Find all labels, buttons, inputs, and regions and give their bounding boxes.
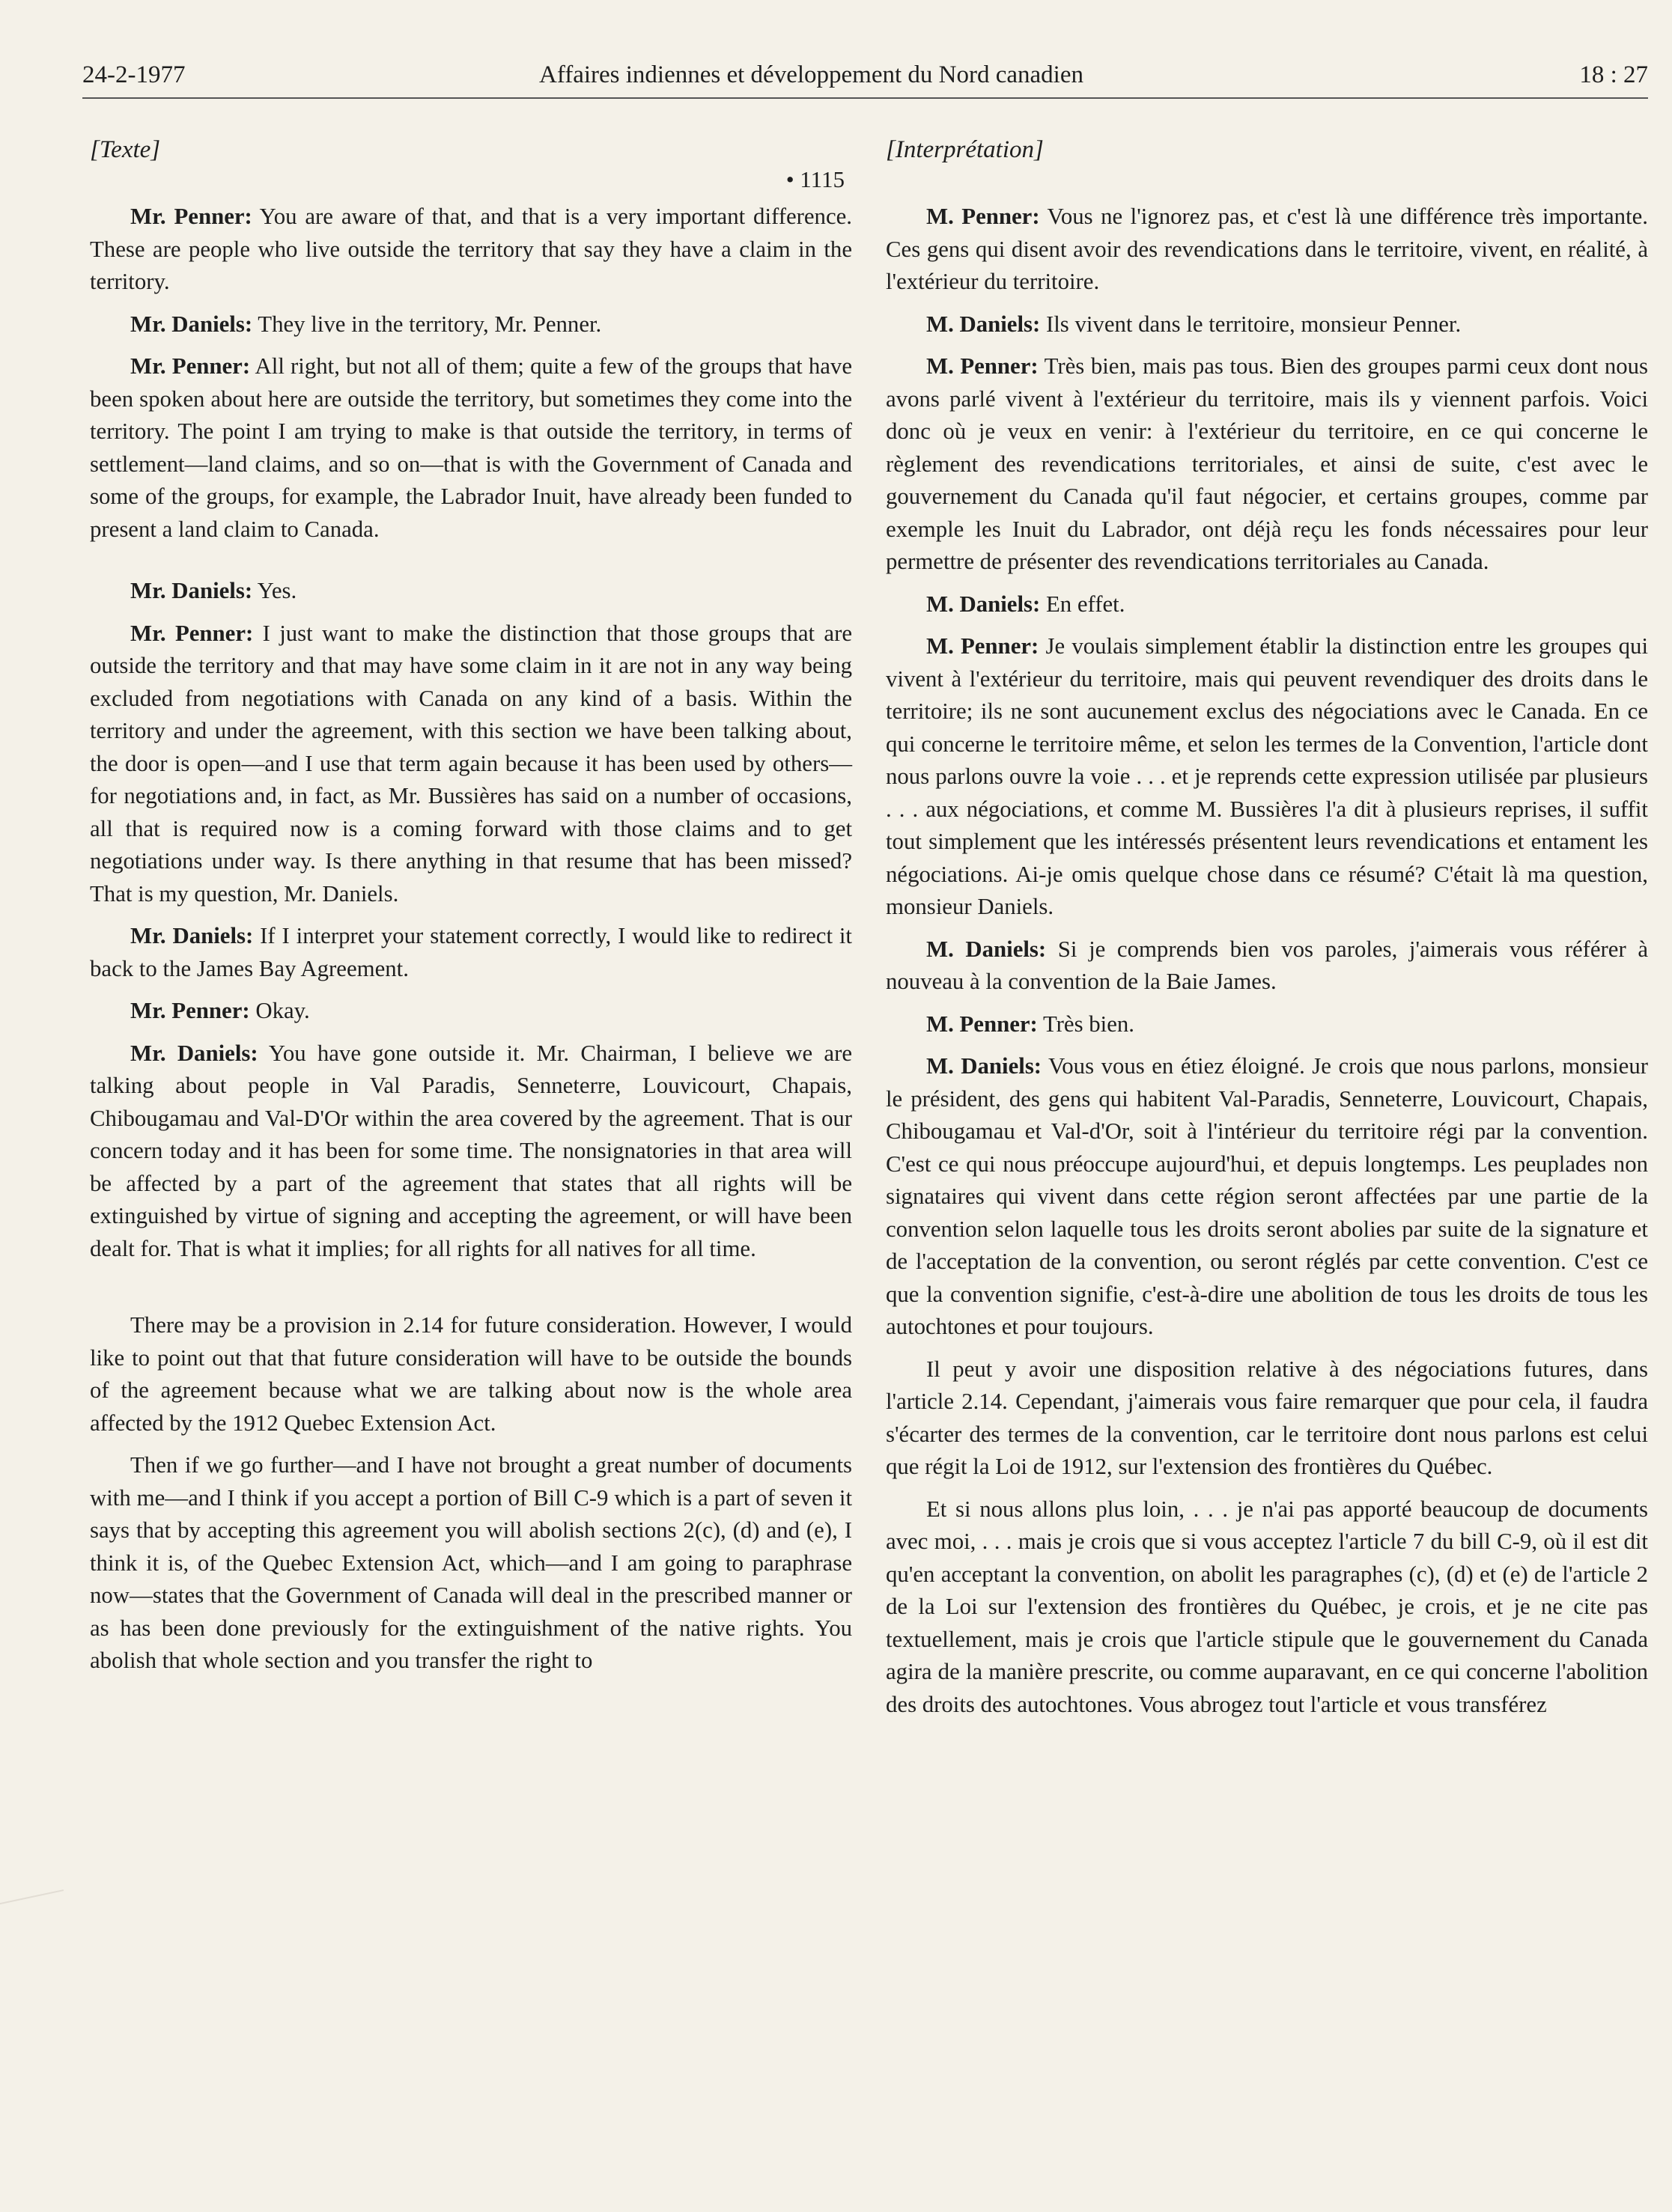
speaker: Mr. Daniels:	[130, 311, 253, 337]
header-page-number: 18 : 27	[1579, 61, 1648, 88]
speaker: Mr. Daniels:	[130, 1040, 258, 1066]
speaker: M. Daniels:	[926, 1053, 1042, 1079]
speech-text: Très bien.	[1037, 1011, 1134, 1037]
page-header	[82, 61, 1648, 99]
spacer	[90, 555, 852, 575]
speech-text: I just want to make the distinction that those groups that are outside the territory and that may have some claim in it are not in any way being excluded from negotiations with Canada on any kind of a basis. Within the territory and under the agreement, with this section we have been talking about, the door is open—and I use that term again because it has been used by others—for negotiations and, in fact, as Mr. Bussières has said on a number of occasions, all that is required now is a coming forward with those claims and to get negotiations under way. Is there anything in that resume that has been missed? That is my question, Mr. Daniels.	[90, 620, 852, 907]
speech-text: All right, but not all of them; quite a few of the groups that have been spoken about here are outside the territory, but sometimes they come into the territory. The point I am trying to make is that outside the territory, in terms of settlement—land claims, and so on—that is with the Government of Canada and some of the groups, for example, the Labrador Inuit, have already been funded to present a land claim to Canada.	[90, 353, 853, 542]
paragraph-en-5	[90, 618, 852, 911]
paragraph-fr-4	[886, 588, 1648, 621]
paragraph-fr-5	[886, 630, 1648, 924]
paragraph-fr-10	[886, 1493, 1648, 1722]
spacer	[886, 166, 1648, 201]
speech-text: Très bien, mais pas tous. Bien des groupes parmi ceux dont nous avons parlé vivent à l'extérieur du territoire, mais ils y viennent parfois. Voici donc où je veux en venir: à l'extérieur du territoire, en ce qui concerne le règlement des revendications territoriales, et ainsi de suite, c'est avec le gouvernement du Canada qu'il faut négocier, et certains groupes, comme par exemple les Inuit du Labrador, ont déjà reçu les fonds nécessaires pour leur permettre de présenter des revendications territoriales au Canada.	[886, 353, 1648, 574]
speech-text: Ils vivent dans le territoire, monsieur Penner.	[1040, 311, 1462, 337]
speech-text: Vous ne l'ignorez pas, et c'est là une différence très importante. Ces gens qui disent avoir des revendications dans le territoire, vivent, en réalité, à l'extérieur du territoire.	[886, 204, 1649, 294]
paragraph-en-6	[90, 920, 852, 985]
speaker: Mr. Penner:	[130, 998, 250, 1023]
speaker: M. Penner:	[926, 1011, 1038, 1037]
speaker: M. Penner:	[926, 204, 1040, 229]
speaker: Mr. Penner:	[130, 620, 254, 646]
speech-text: Je voulais simplement établir la distinction entre les groupes qui vivent à l'extérieur du territoire, mais qui peuvent revendiquer des droits dans le territoire; ils ne sont aucunement exclus des négociations avec le Canada. En ce qui concerne le territoire même, et selon les termes de la Convention, l'article dont nous parlons ouvre la voie . . . et je reprends cette expression utilisée par plusieurs . . . aux négociations, et comme M. Bussières l'a dit à plusieurs reprises, il suffit tout simplement que les intéressés présentent leurs revendications et entament les négociations. Ai-je omis quelque chose dans ce résumé? C'était là ma question, monsieur Daniels.	[886, 633, 1649, 919]
column-label-texte: [Texte]	[90, 136, 161, 163]
speaker: M. Penner:	[926, 633, 1039, 659]
speech-text: Okay.	[249, 998, 310, 1023]
paragraph-fr-2	[886, 308, 1648, 341]
french-column	[886, 133, 1648, 1731]
speaker: Mr. Penner:	[130, 353, 251, 379]
speaker: Mr. Daniels:	[130, 578, 253, 603]
paragraph-en-3	[90, 350, 852, 546]
speech-text: Yes.	[252, 578, 297, 603]
paragraph-en-4	[90, 575, 852, 608]
speech-text: Il peut y avoir une disposition relative à des négociations futures, dans l'article 2.14. Cependant, j'aimerais vous faire remarquer que pour cela, il faudra s'écarter des termes de la convention, car le territoire dont nous parlons est celui que régit la Loi de 1912, sur l'extension des frontières du Québec.	[886, 1356, 1648, 1479]
paragraph-en-7	[90, 995, 852, 1028]
speech-text: You are aware of that, and that is a very important difference. These are people who live outside the territory that say they have a claim in the territory.	[90, 204, 852, 294]
page-smudge-mark	[0, 1889, 70, 1934]
speaker: M. Daniels:	[926, 311, 1041, 337]
paragraph-en-8	[90, 1038, 852, 1266]
speech-text: En effet.	[1040, 591, 1125, 617]
speech-text: Vous vous en étiez éloigné. Je crois que nous parlons, monsieur le président, des gens qui habitent Val-Paradis, Senneterre, Louvicourt, Chapais, Chibougamau et Val-d'Or, soit à l'intérieur du territoire régi par la convention. C'est ce qui nous préoccupe aujourd'hui, et depuis longtemps. Les peuplades non signataires qui vivent dans cette région seront affectées par une partie de la convention selon laquelle tous les droits seront abolies par suite de la signature et de l'acceptation de la convention, ou seront réglés par cette convention. C'est ce que la convention signifie, c'est-à-dire une abolition de tous les droits de tous les autochtones et pour toujours.	[886, 1053, 1648, 1339]
paragraph-en-1	[90, 201, 852, 299]
speech-text: Et si nous allons plus loin, . . . je n'ai pas apporté beaucoup de documents avec moi, . . . mais je crois que si vous acceptez l'article 7 du bill C-9, où il est dit qu'en acceptant la convention, on abolit les paragraphes (c), (d) et (e) de l'article 2 de la Loi sur l'extension des frontières du Québec, je crois, et je ne cite pas textuellement, mais je crois que l'article stipule que le gouvernement du Canada agira de la manière prescrite, ou comme auparavant, en ce qui concerne l'abolition des droits des autochtones. Vous abrogez tout l'article et vous transférez	[886, 1496, 1648, 1717]
speaker: Mr. Penner:	[130, 204, 252, 229]
paragraph-fr-1	[886, 201, 1648, 299]
speech-text: Then if we go further—and I have not brought a great number of documents with me—and I think if you accept a portion of Bill C-9 which is a part of seven it says that by accepting this agreement you will abolish sections 2(c), (d) and (e), I think it is, of the Quebec Extension Act, which—and I am going to paraphrase now—states that the Government of Canada will deal in the prescribed manner or as has been done previously for the extinguishment of the native rights. You abolish that whole section and you transfer the right to	[90, 1452, 852, 1673]
paragraph-en-2	[90, 308, 852, 341]
time-marker: • 1115	[785, 166, 845, 192]
speech-text: They live in the territory, Mr. Penner.	[252, 311, 602, 337]
speaker: Mr. Daniels:	[130, 923, 254, 948]
speaker: M. Daniels:	[926, 936, 1047, 962]
column-label-interpretation: [Interprétation]	[886, 136, 1044, 163]
paragraph-fr-3	[886, 350, 1648, 579]
spacer	[90, 1275, 852, 1309]
header-date: 24-2-1977	[82, 61, 186, 88]
paragraph-fr-9	[886, 1353, 1648, 1484]
speaker: M. Penner:	[926, 353, 1039, 379]
paragraph-fr-7	[886, 1008, 1648, 1041]
paragraph-en-9	[90, 1309, 852, 1439]
header-title: Affaires indiennes et développement du Nord canadien	[539, 61, 1083, 88]
speech-text: You have gone outside it. Mr. Chairman, I believe we are talking about people in Val Paradis, Senneterre, Louvicourt, Chapais, Chibougamau and Val-D'Or within the area covered by the agreement. That is our concern today and it has been for some time. The nonsignatories in that area will be affected by a part of the agreement that states that all rights will be extinguished by virtue of signing and accepting the agreement, or will have been dealt for. That is what it implies; for all rights for all natives for all time.	[90, 1040, 853, 1261]
paragraph-fr-8	[886, 1050, 1648, 1344]
paragraph-fr-6	[886, 933, 1648, 999]
speech-text: Si je comprends bien vos paroles, j'aimerais vous référer à nouveau à la convention de la Baie James.	[886, 936, 1648, 994]
english-column	[90, 133, 852, 1687]
speaker: M. Daniels:	[926, 591, 1041, 617]
speech-text: There may be a provision in 2.14 for future consideration. However, I would like to point out that that future consideration will have to be outside the bounds of the agreement because what we are talking about now is the whole area affected by the 1912 Quebec Extension Act.	[90, 1312, 852, 1436]
paragraph-en-10	[90, 1449, 852, 1678]
speech-text: If I interpret your statement correctly, I would like to redirect it back to the James Bay Agreement.	[90, 923, 852, 981]
